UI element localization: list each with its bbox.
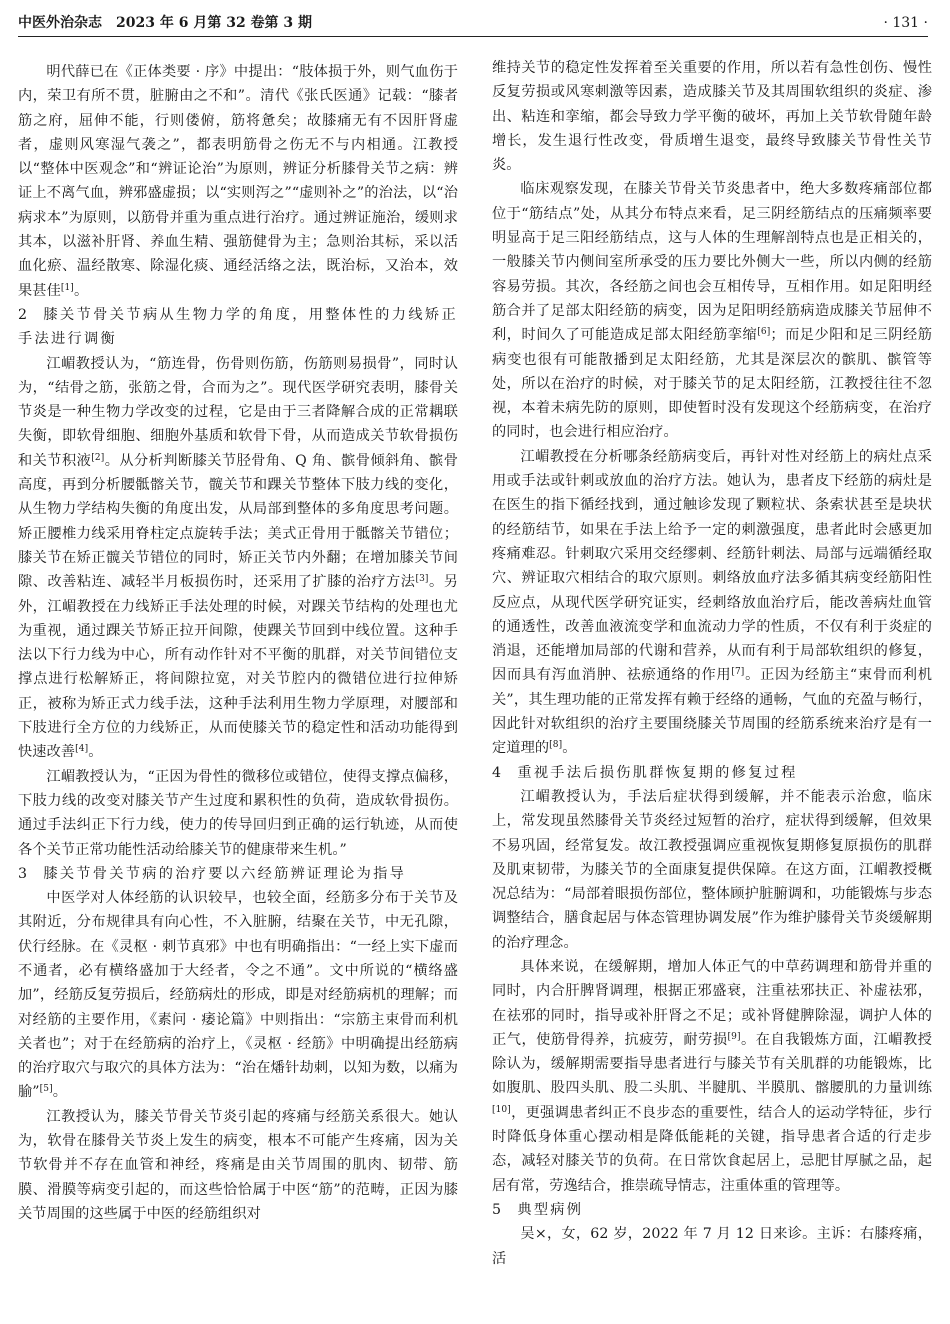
header-rule <box>18 36 928 37</box>
paragraph: 吴×，女，62 岁，2022 年 7 月 12 日来诊。主诉：右膝疼痛，活 <box>492 1226 932 1267</box>
paragraph-continued: 维持关节的稳定性发挥着至关重要的作用，所以若有急性创伤、慢性反复劳损或风寒刺激等因素，造成膝关节及其周围软组织的炎症、渗出、粘连和挛缩，都会导致力学平衡的破坏，再加上关节软骨随年龄增长，发生退行性改变，骨质增生退变，最终导致膝关节骨性关节炎。 <box>492 60 932 174</box>
citation: [5] <box>39 1084 53 1095</box>
right-column <box>492 56 932 1271</box>
citation: [3] <box>415 574 429 585</box>
paragraph: 江嵋教授认为，“筋连骨，伤骨则伤筋，伤筋则易损骨”，同时认为，“结骨之筋，张筋之骨，合而为之”。现代医学研究表明，膝骨关节炎是一种生物力学改变的过程，它是由于三者降解合成的正常耦联失衡，即软骨细胞、细胞外基质和软骨下骨，从而造成关节软骨损伤和关节积液[2]。从分析判断膝关节胫骨角、Q 角、髌骨倾斜角、髌骨高度，再到分析腰骶髂关节，髋关节和踝关节整体下肢力线的变化，从生物力学结构失衡的角度出发，从局部到整体的多角度思考问题。矫正腰椎力线采用脊柱定点旋转手法；美式正骨用于骶髂关节错位；膝关节在矫正髋关节错位的同时，矫正关节内外翻；在增加膝关节间隙、改善粘连、减轻半月板损伤时，还采用了扩膝的治疗方法[3]。另外，江嵋教授在力线矫正手法处理的时候，对踝关节结构的处理也尤为重视，通过踝关节矫正拉开间隙，使踝关节回到中线位置。这种手法以下行力线为中心，所有动作针对不平衡的肌群，对关节间错位支撑点进行松解矫正，将间隙拉宽，对关节腔内的微错位进行拉伸矫正，被称为矫正式力线手法，这种手法利用生物力学原理，对腰部和下肢进行全方位的力线矫正，从而使膝关节的稳定性和活动功能得到快速改善[4]。 <box>18 355 459 761</box>
citation: [6] <box>757 327 771 338</box>
section-heading-4: 4 重视手法后损伤肌群恢复期的修复过程 <box>492 764 798 781</box>
citation: [7] <box>731 667 745 678</box>
paragraph: 江教授认为，膝关节骨关节炎引起的疼痛与经筋关系很大。她认为，软骨在膝骨关节炎上发生的病变，根本不可能产生疼痛，因为关节软骨并不存在血管和神经，疼痛是由关节周围的肌肉、韧带、筋膜、滑膜等病变引起的，而这些恰恰属于中医“筋”的范畴，正因为膝关节周围的这些属于中医的经筋组织对 <box>18 1108 458 1222</box>
section-heading-5: 5 典型病例 <box>492 1201 584 1218</box>
running-header <box>18 12 928 34</box>
citation: [10] <box>492 1104 511 1115</box>
citation: [4] <box>75 744 89 755</box>
journal-issue-label: 中医外治杂志 2023 年 6 月第 32 卷第 3 期 <box>18 15 313 31</box>
paragraph: 江嵋教授认为，手法后症状得到缓解，并不能表示治愈，临床上，常发现虽然膝骨关节炎经过短暂的治疗，症状得到缓解，但效果不易巩固，经常复发。故江教授强调应重视恢复期修复原损伤的肌群及肌束韧带，为膝关节的全面康复提供保障。在这方面，江嵋教授概况总结为：“局部着眼损伤部位，整体顾护脏腑调和，功能锻炼与步态调整结合，膳食起居与体态管理协调发展”作为维护膝骨关节炎缓解期的治疗理念。 <box>492 788 932 951</box>
paragraph: 江嵋教授在分析哪条经筋病变后，再针对性对经筋上的病灶点采用或手法或针刺或放血的治疗方法。她认为，患者皮下经筋的病灶是在医生的指下循经找到，通过触诊发现了颗粒状、条索状甚至是块状的经筋结节，如果在手法上给予一定的刺激强度，患者此时会感更加疼痛难忍。针刺取穴采用交经缪刺、经筋针刺法、局部与远端循经取穴、辨证取穴相结合的取穴原则。刺络放血疗法多循其病变经筋阳性反应点，从现代医学研究证实，经刺络放血治疗后，能改善病灶血管的通透性，改善血液流变学和血流动力学的性质，不仅有利于炎症的消退，还能增加局部的代谢和营养，从而有利于局部软组织的修复，因而具有泻血消肿、祛瘀通络的作用[7]。正因为经筋主“束骨而利机关”，其生理功能的正常发挥有赖于经络的通畅，气血的充盈与畅行，因此针对软组织的治疗主要围绕膝关节周围的经筋系统来治疗是有一定道理的[8]。 <box>492 448 932 757</box>
paragraph: 江嵋教授认为，“正因为骨性的微移位或错位，使得支撑点偏移，下肢力线的改变对膝关节产生过度和累积性的负荷，造成软骨损伤。通过手法纠正下行力线，使力的传导回归到正确的运行轨迹，从而使各个关节正常功能性活动给膝关节的健康带来生机。” <box>18 768 458 858</box>
paragraph: 中医学对人体经筋的认识较早，也较全面，经筋多分布于关节及其附近，分布规律具有向心性，不入脏腑，结聚在关节，中无孔隙，伏行经脉。在《灵枢 · 刺节真邪》中也有明确指出：“一经上实下虚而不通者，必有横络盛加于大经者，令之不通”。文中所说的“横络盛加”，经筋反复劳损后，经筋病灶的形成，即是对经筋病机的理解；而对经筋的主要作用，《素问 · 痿论篇》中则指出：“宗筋主束骨而利机关者也”；对于在经筋病的治疗上，《灵枢 · 经筋》中明确提出经筋病的治疗取穴与取穴的具体方法为：“治在燔针劫刺，以知为数，以痛为腧”[5]。 <box>18 890 458 1101</box>
paragraph: 具体来说，在缓解期，增加人体正气的中草药调理和筋骨并重的同时，内合肝脾肾调理，根据正邪盛衰，注重祛邪扶正、补虚祛邪，在祛邪的同时，指导或补肝肾之不足；或补肾健脾除湿，调护人体的正气，使筋骨得养，抗疲劳，耐劳损[9]。在自我锻炼方面，江嵋教授除认为，缓解期需要指导患者进行与膝关节有关肌群的功能锻炼，比如腹肌、股四头肌、股二头肌、半腱肌、半膜肌、髂腰肌的力量训练[10]，更强调患者纠正不良步态的重要性，结合人的运动学特征，步行时降低身体重心摆动相是降低能耗的关键，指导患者合适的行走步态，减轻对膝关节的负荷。在日常饮食起居上，忌肥甘厚腻之品，起居有常，劳逸结合，推崇疏导情志，注重体重的管理等。 <box>492 958 932 1194</box>
left-column <box>18 60 458 1226</box>
paragraph: 明代薛已在《正体类要 · 序》中提出：“肢体损于外，则气血伤于内，荣卫有所不贯，脏腑由之不和”。清代《张氏医通》记载：“膝者筋之府，屈伸不能，行则偻俯，筋将惫矣；故膝痛无有不因肝肾虚者，虚则风寒湿气袭之”，都表明筋骨之伤无不与内相通。江教授以“整体中医观念”和“辨证论治”为原则，辨证分析膝骨关节之病：辨证上不离气血，辨邪盛虚损；以“实则泻之”“虚则补之”的治法，以“治病求本”为原则，以筋骨并重为重点进行治疗。通过辨证施治，缓则求其本，以滋补肝肾、养血生精、强筋健骨为主；急则治其标，采以活血化瘀、温经散寒、除湿化痰、通经活络之法，既治标，又治本，效果甚佳[1]。 <box>18 64 458 299</box>
citation: [9] <box>727 1031 741 1042</box>
section-heading-3: 3 膝关节骨关节病的治疗要以六经筋辨证理论为指导 <box>18 865 407 882</box>
section-heading-2: 2 膝关节骨关节病从生物力学的角度，用整体性的力线矫正手法进行调衡 <box>18 306 458 348</box>
citation: [8] <box>549 740 563 751</box>
citation: [1] <box>60 282 74 293</box>
page-number: · 131 · <box>883 15 928 31</box>
citation: [2] <box>91 452 105 463</box>
paragraph: 临床观察发现，在膝关节骨关节炎患者中，绝大多数疼痛部位都位于“筋结点”处，从其分布特点来看，足三阴经筋结点的压痛频率要明显高于足三阳经筋结点，这与人体的生理解剖特点也是正相关的，一般膝关节内侧间室所承受的压力要比外侧大一些，所以内侧的经筋容易劳损。其次，各经筋之间也会互相传导，互相作用。如足阳明经筋合并了足部太阳经筋的病变，因为足阳明经筋病造成膝关节屈伸不利，时间久了可能造成足部太阳经筋挛缩[6]；而足少阳和足三阴经筋病变也很有可能散播到足太阳经筋，尤其是深层次的髌肌、髌管等处，所以在治疗的时候，对于膝关节的足太阳经筋，江教授往往不忽视，本着未病先防的原则，即使暂时没有发现这个经筋病变，在治疗的同时，也会进行相应治疗。 <box>492 181 932 441</box>
